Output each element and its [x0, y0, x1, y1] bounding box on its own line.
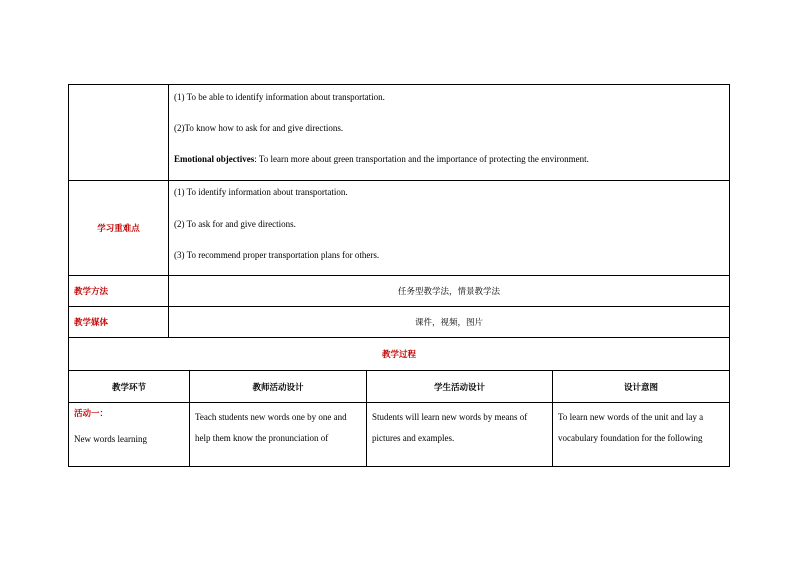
header-design-intent: 设计意图 [553, 371, 730, 403]
key-point-item-2: (2) To ask for and give directions. [174, 219, 296, 229]
key-points-content-cell [169, 181, 730, 276]
key-point-item-3: (3) To recommend proper transportation plans for others. [174, 250, 380, 260]
objectives-content-cell [169, 85, 730, 181]
emotional-objective-text: : To learn more about green transportation and the importance of protecting the environment. [254, 154, 589, 164]
header-student-activity: 学生活动设计 [367, 371, 553, 403]
objective-item-1: (1) To be able to identify information about transportation. [174, 92, 385, 102]
process-title: 教学过程 [69, 338, 730, 371]
method-label: 教学方法 [69, 276, 169, 307]
method-row [69, 276, 730, 307]
media-label: 教学媒体 [69, 307, 169, 338]
lesson-plan-table [68, 84, 730, 467]
activity-step-name: New words learning [74, 434, 147, 444]
header-teacher-activity: 教师活动设计 [190, 371, 367, 403]
activity-student-text: Students will learn new words by means of pictures and examples. [372, 412, 528, 443]
objectives-row [69, 85, 730, 181]
lesson-plan-document [68, 84, 729, 467]
emotional-objective [169, 153, 729, 165]
media-row [69, 307, 730, 338]
header-step: 教学环节 [69, 371, 190, 403]
media-value: 课件，视频，图片 [169, 307, 730, 338]
activity-teacher-text: Teach students new words one by one and help them know the pronunciation of [195, 412, 347, 443]
activity-row [69, 403, 730, 467]
key-points-label: 学习重难点 [69, 181, 169, 276]
activity-intent-text: To learn new words of the unit and lay a vocabulary foundation for the following [558, 412, 704, 443]
process-title-row [69, 338, 730, 371]
key-points-row [69, 181, 730, 276]
activity-intent-cell [553, 403, 730, 467]
objective-item-2: (2)To know how to ask for and give directions. [174, 123, 344, 133]
process-header-row [69, 371, 730, 403]
emotional-objective-label: Emotional objectives [174, 154, 255, 164]
activity-teacher-cell [190, 403, 367, 467]
key-point-item-1: (1) To identify information about transportation. [174, 187, 348, 197]
activity-step-cell [69, 403, 190, 467]
activity-student-cell [367, 403, 553, 467]
method-value: 任务型教学法，情景教学法 [169, 276, 730, 307]
activity-step-label: 活动一： [74, 409, 109, 419]
objectives-label-cell [69, 85, 169, 181]
